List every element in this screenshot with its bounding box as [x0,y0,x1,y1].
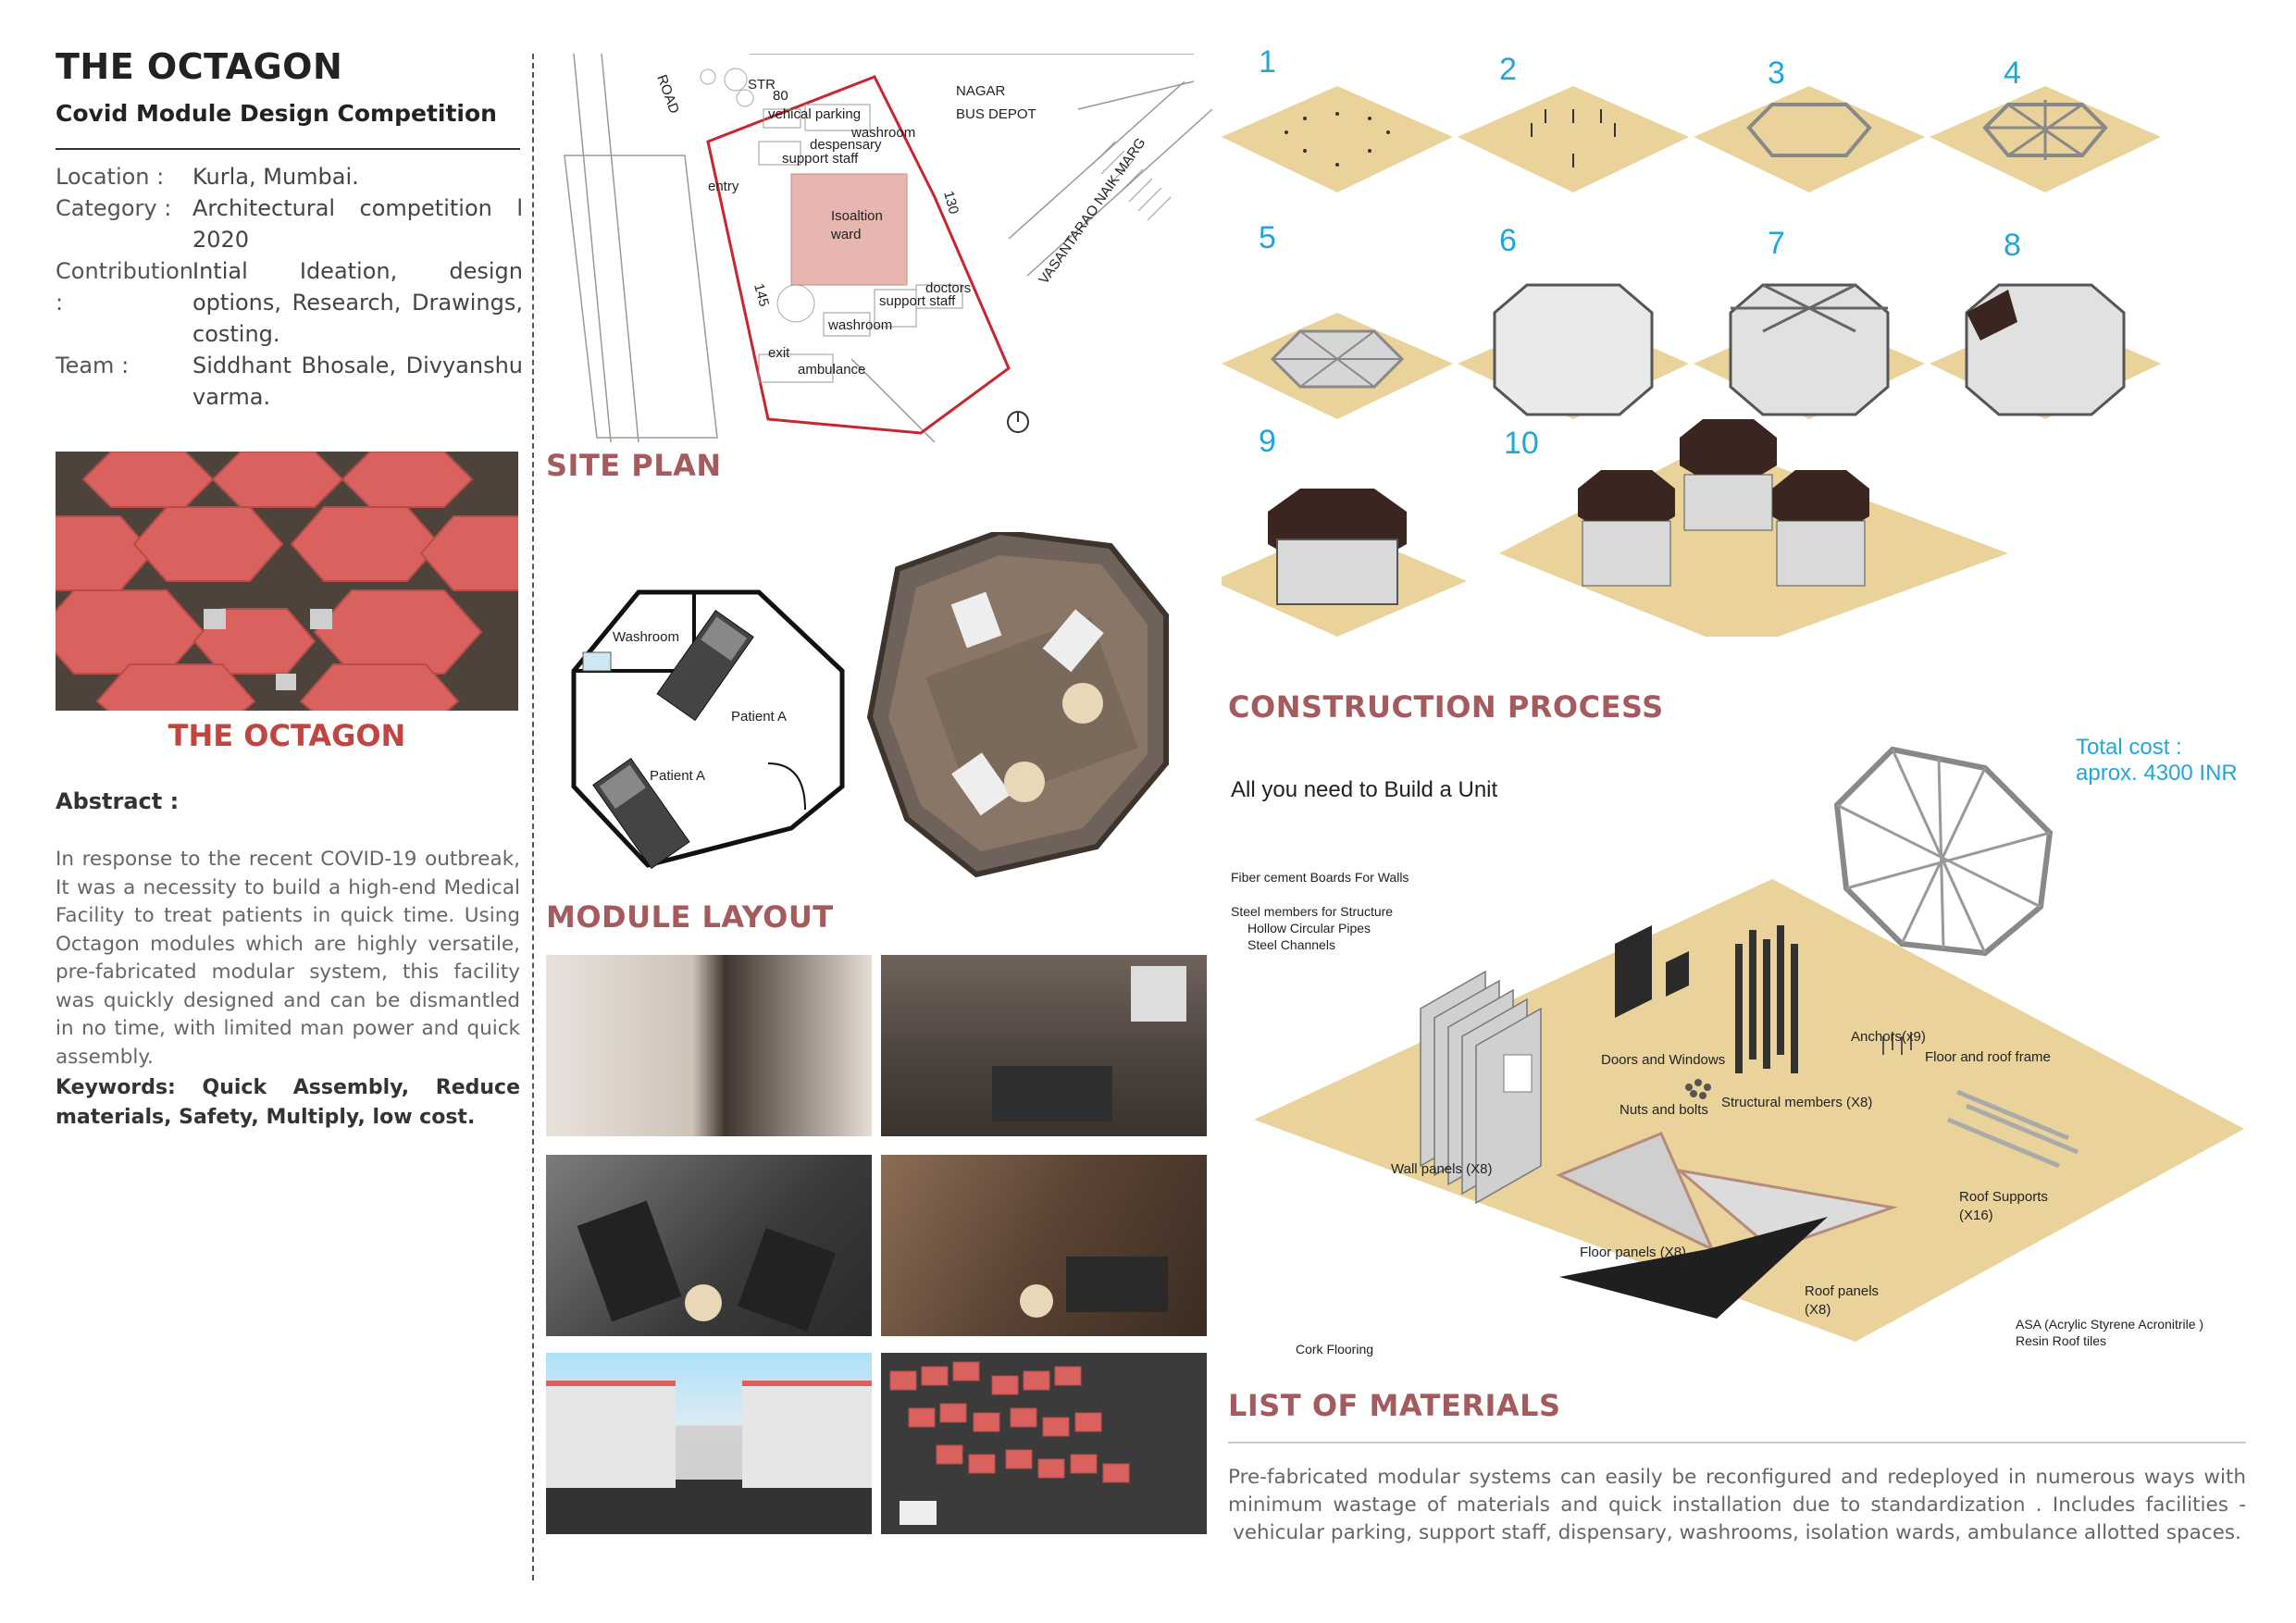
interior-render-4 [881,1155,1207,1336]
note-steel-title: Steel members for Structure [1231,904,1394,919]
step-number: 9 [1259,424,1276,459]
note-asa-line: ASA (Acrylic Styrene Acronitrile ) [2016,1317,2204,1332]
site-washroom-bottom-label: washroom [828,317,893,333]
step-3-platform [1694,86,1925,192]
page-subtitle: Covid Module Design Competition [56,100,497,127]
construction-process-heading: CONSTRUCTION PROCESS [1228,689,1664,725]
exterior-render-2 [881,1353,1207,1534]
abstract-heading: Abstract : [56,788,180,814]
keywords: Keywords: Quick Assembly, Reduce materials, Safety, Multiply, low cost. [56,1076,520,1129]
site-entry-label: entry [708,179,739,194]
ward-line: Isoaltion [831,208,883,224]
note-fiber: Fiber cement Boards For Walls [1231,870,1409,885]
step-number: 2 [1499,52,1517,87]
project-info [56,161,523,413]
note-channels: Steel Channels [1247,937,1335,952]
item-roof-supports-count: (X16) [1959,1208,1993,1223]
info-value: Intial Ideation, design options, Research, Drawings, costing. [192,258,523,347]
site-ambulance-label: ambulance [798,362,866,378]
exterior-render-1 [546,1353,872,1534]
hero-render-image [56,452,518,711]
item-anchors-label: Anchors(x9) [1851,1029,1926,1045]
site-dim-130: 130 [940,189,962,217]
site-plan-heading: SITE PLAN [546,448,722,483]
step-number: 7 [1768,226,1785,261]
note-steel [1231,903,1393,953]
info-row-location [56,161,523,192]
info-key: Location : [56,164,165,190]
note-cork: Cork Flooring [1296,1342,1374,1357]
construction-steps [1222,44,2286,637]
site-road-label: ROAD [653,72,683,117]
info-row-contribution [56,255,523,350]
interior-render-1 [546,955,872,1136]
site-dim-80: 80 [773,88,788,104]
module-layout-heading: MODULE LAYOUT [546,899,834,935]
info-value: Siddhant Bhosale, Divyanshu varma. [192,353,523,410]
step-2-platform [1458,86,1689,192]
site-depot-label [956,83,1036,122]
step-number: 4 [2004,56,2021,91]
step-number: 8 [2004,228,2021,263]
site-vehicle-parking-label: vehical parking [768,106,862,122]
site-doctors-label: doctors [925,280,972,296]
column-divider [532,54,534,1580]
site-support-staff-top-label: support staff [782,151,859,167]
interior-render-2 [881,955,1207,1136]
page-title: THE OCTAGON [56,46,343,87]
materials-divider [1228,1442,2246,1443]
item-floor-panels-label: Floor panels (X8) [1580,1245,1687,1260]
step-number: 3 [1768,56,1785,91]
interior-render-3 [546,1155,872,1336]
info-key: Team : [56,353,130,378]
step-number: 1 [1259,44,1276,80]
step-number: 10 [1504,426,1539,461]
step-1-platform [1222,86,1453,192]
materials-summary: Pre-fabricated modular systems can easily be reconfigured and redeployed in numerous ways with minimum wastage of materials and quick installation due to standardization . Includes facilities - vehicular parking, support staff, dispensary, washrooms, isolation wards, ambulance allotted spaces. [1228,1466,2246,1544]
site-exit-label: exit [768,345,790,361]
hero-caption: THE OCTAGON [168,718,406,753]
step-number: 6 [1499,223,1517,258]
site-washroom-top-label: washroom [851,125,916,141]
ward-line: ward [831,227,862,242]
total-cost-value: aprox. 4300 INR [2076,761,2238,786]
info-value: Architectural competition l 2020 [192,195,523,253]
step-number: 5 [1259,220,1276,255]
materials-intro: All you need to Build a Unit [1231,777,1498,802]
abstract-body: In response to the recent COVID-19 outbreak, It was a necessity to build a high-end Medical Facility to treat patients in quick time. Using Octagon modules which are highly versatile, pre-fabricated modular system, this facility was quickly designed and can be dismantled in no time, with limited man power and quick assembly. [56,848,520,1069]
item-doors-windows-label: Doors and Windows [1601,1052,1726,1068]
site-marg-label: VASANTARAO NAIK MARG [1036,135,1149,288]
materials-exploded-diagram [1254,731,2253,1471]
info-value: Kurla, Mumbai. [192,164,359,190]
plan-patient-a-label: Patient A [731,709,788,725]
item-roof-panels-count: (X8) [1805,1302,1831,1318]
title-divider [56,148,520,150]
total-cost-label: Total cost : [2076,735,2182,760]
info-key: Contribution : [56,258,194,316]
module-plan-drawing [565,532,1231,888]
info-row-category [56,192,523,255]
site-street-label: STR [748,77,776,93]
plan-washroom-label: Washroom [613,629,679,645]
item-nuts-bolts-label: Nuts and bolts [1620,1102,1708,1118]
site-dim-145: 145 [751,281,773,309]
site-plan-drawing [546,54,1212,442]
item-wall-panels-label: Wall panels (X8) [1391,1161,1493,1177]
note-resin-line: Resin Roof tiles [2016,1333,2107,1348]
plan-patient-a-label: Patient A [650,768,706,784]
note-asa [2016,1316,2203,1349]
site-dispensary-label: despensary [810,137,882,153]
item-frame-label: Floor and roof frame [1925,1049,2051,1065]
depot-name-line: BUS DEPOT [956,106,1036,122]
item-structural-label: Structural members (X8) [1721,1095,1873,1110]
item-roof-panels-label: Roof panels [1805,1283,1880,1299]
list-of-materials-heading: LIST OF MATERIALS [1228,1388,1561,1423]
item-roof-supports-label: Roof Supports [1959,1189,2048,1205]
site-support-staff-bottom-label: support staff [879,293,956,309]
info-key: Category : [56,195,172,221]
note-pipes: Hollow Circular Pipes [1247,921,1371,935]
depot-name-line: NAGAR [956,83,1006,99]
info-row-team [56,350,523,413]
